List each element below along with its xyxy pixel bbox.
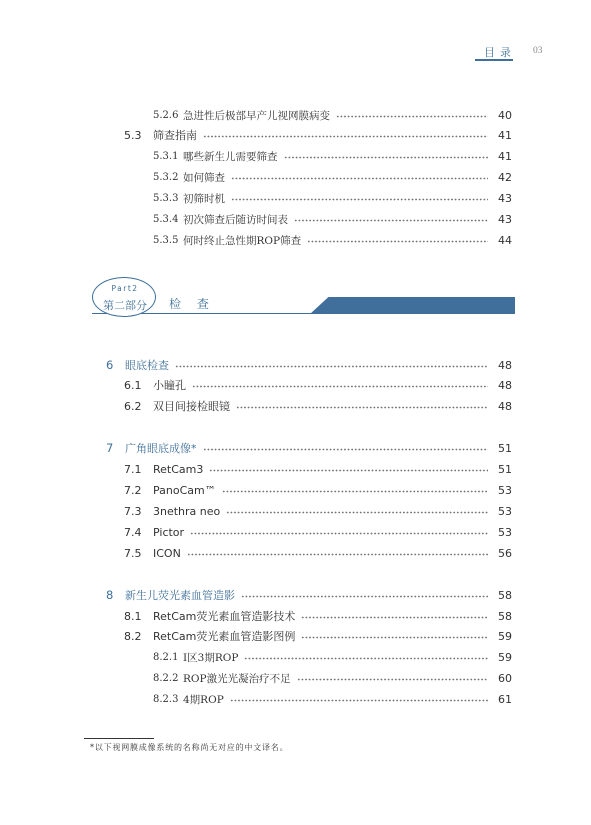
toc-entry-label: Pictor [153,525,185,539]
toc-entry[interactable] [124,608,512,624]
toc-entry-number: 5.3 [124,128,142,142]
toc-entry-number: 6 [106,358,114,372]
toc-entry[interactable] [153,107,512,123]
toc-entry[interactable] [124,524,512,540]
toc-entry-page: 59 [498,650,512,664]
toc-entry-label: 如何筛查 [183,171,225,184]
toc-entry[interactable] [124,398,512,414]
leader-dots [203,440,489,456]
toc-entry-number: 5.2.6 [153,109,179,121]
toc-entry-page: 61 [498,692,512,706]
toc-entry[interactable] [153,169,512,185]
toc-entry-number: 8.2 [124,629,142,643]
header-underline [475,59,513,61]
toc-entry-page: 59 [498,629,512,643]
toc-entry-label: RetCam3 [153,462,204,476]
toc-entry-page: 41 [498,128,512,142]
toc-entry[interactable] [124,461,512,477]
toc-entry-label: 双目间接检眼镜 [153,400,230,413]
leader-dots [175,357,488,373]
leader-dots [209,461,488,477]
leader-dots [336,107,488,123]
leader-dots [190,524,488,540]
toc-entry-label: Ⅰ区3期ROP [183,651,239,664]
leader-dots [284,148,489,164]
toc-entry-label: 4期ROP [183,693,224,706]
toc-entry-number: 8 [106,588,114,602]
toc-entry-label: 眼底检查 [125,359,169,372]
toc-entry[interactable] [124,545,512,561]
toc-entry-label: 筛查指南 [153,129,197,142]
toc-entry-label: ROP激光光凝治疗不足 [183,672,291,685]
running-header-title: 目录 [484,46,516,59]
leader-dots [231,190,488,206]
part-band [310,297,515,314]
leader-dots [222,482,488,498]
toc-entry-page: 60 [498,671,512,685]
part-label-en: Part2 [111,284,139,293]
footnote: *以下视网膜成像系统的名称尚无对应的中文译名。 [90,743,289,752]
toc-entry-label: 新生儿荧光素血管造影 [125,589,235,602]
toc-entry-label: PanoCam™ [153,483,216,497]
leader-dots [297,670,488,686]
leader-dots [307,232,488,248]
toc-entry-number: 8.2.1 [153,651,179,663]
toc-entry-page: 53 [498,525,512,539]
toc-entry-number: 6.1 [124,378,142,392]
toc-entry-number: 5.3.1 [153,150,179,162]
toc-chapter[interactable] [106,440,512,456]
toc-entry-number: 5.3.3 [153,192,179,204]
toc-entry-page: 53 [498,483,512,497]
toc-entry-page: 48 [498,399,512,413]
toc-entry[interactable] [124,628,512,644]
toc-entry-label: 广角眼底成像* [125,442,197,455]
toc-entry-label: 初次筛查后随访时间表 [183,213,288,226]
toc-entry-page: 51 [498,441,512,455]
toc-entry-label: 3nethra neo [153,504,221,518]
toc-entry-page: 41 [498,149,512,163]
toc-entry[interactable] [124,377,512,393]
toc-entry-page: 44 [498,233,512,247]
leader-dots [241,587,488,603]
toc-entry-number: 5.3.5 [153,234,179,246]
toc-entry-number: 8.2.2 [153,672,179,684]
toc-entry-page: 58 [498,588,512,602]
toc-entry[interactable] [153,232,512,248]
part-title: 检 查 [169,297,215,311]
toc-entry-label: 何时终止急性期ROP筛查 [183,234,302,247]
toc-entry[interactable] [153,148,512,164]
toc-entry-number: 7.5 [124,546,142,560]
toc-entry-page: 43 [498,212,512,226]
toc-entry-page: 53 [498,504,512,518]
toc-entry-page: 43 [498,191,512,205]
toc-entry-number: 7.1 [124,462,142,476]
toc-entry-label: RetCam荧光素血管造影技术 [153,610,296,623]
toc-entry-number: 6.2 [124,399,142,413]
toc-entry-number: 7.3 [124,504,142,518]
leader-dots [244,649,488,665]
leader-dots [231,169,488,185]
toc-entry-label: 哪些新生儿需要筛查 [183,150,278,163]
toc-entry[interactable] [153,211,512,227]
toc-entry-number: 5.3.2 [153,171,179,183]
toc-entry-page: 56 [498,546,512,560]
toc-entry-page: 48 [498,358,512,372]
toc-entry-number: 8.1 [124,609,142,623]
toc-entry-label: RetCam荧光素血管造影图例 [153,630,296,643]
toc-entry-page: 40 [498,108,512,122]
leader-dots [301,628,488,644]
part-banner [92,277,515,322]
toc-chapter[interactable] [106,357,512,373]
toc-entry-page: 42 [498,170,512,184]
toc-entry[interactable] [124,503,512,519]
toc-entry-number: 7 [106,441,114,455]
toc-entry-label: ICON [153,546,181,560]
leader-dots [203,127,488,143]
leader-dots [187,545,488,561]
leader-dots [301,608,488,624]
page-number: 03 [533,46,543,56]
toc-entry-page: 58 [498,609,512,623]
toc-entry-label: 急进性后极部早产儿视网膜病变 [183,109,330,122]
leader-dots [230,691,488,707]
leader-dots [192,377,488,393]
toc-entry-number: 5.3.4 [153,213,179,225]
leader-dots [236,398,488,414]
part-label-cn: 第二部分 [103,299,147,312]
toc-entry[interactable] [124,482,512,498]
toc-entry-number: 7.4 [124,525,142,539]
toc-entry-label: 小瞳孔 [153,379,186,392]
toc-entry-label: 初筛时机 [183,192,225,205]
toc-entry[interactable] [153,691,512,707]
toc-entry-page: 48 [498,378,512,392]
toc-entry-number: 8.2.3 [153,693,179,705]
toc-chapter[interactable] [106,587,512,603]
toc-entry[interactable] [153,670,512,686]
leader-dots [226,503,488,519]
toc-entry-page: 51 [498,462,512,476]
toc-entry[interactable] [124,127,512,143]
toc-entry-number: 7.2 [124,483,142,497]
part-badge [92,277,156,317]
leader-dots [294,211,488,227]
toc-entry[interactable] [153,649,512,665]
toc-entry[interactable] [153,190,512,206]
footnote-rule [84,738,154,739]
